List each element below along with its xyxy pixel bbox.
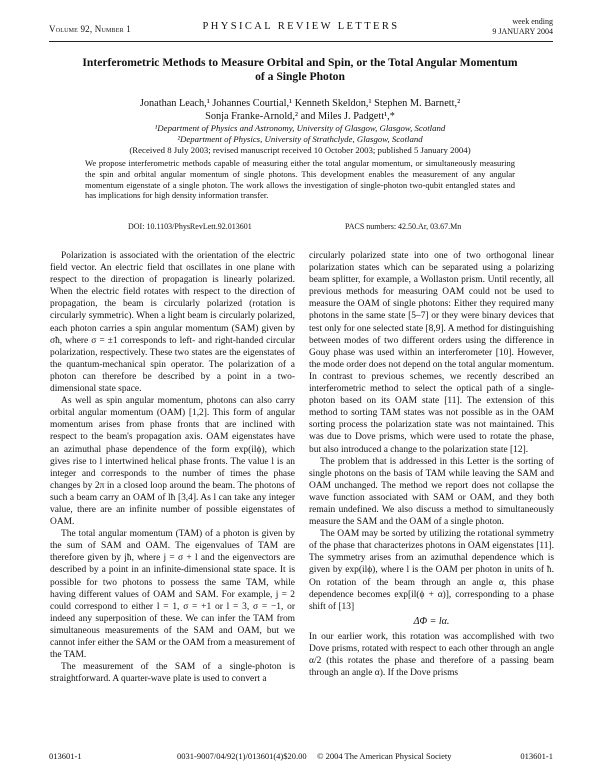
pacs-numbers: PACS numbers: 42.50.Ar, 03.67.Mn: [345, 222, 462, 231]
header-rule: [49, 41, 553, 42]
issn-code: 0031-9007/04/92(1)/013601(4)$20.00: [177, 751, 307, 761]
paragraph: The measurement of the SAM of a single-photon is straightforward. A quarter-wave plate is used to convert a: [50, 662, 295, 685]
journal-name: PHYSICAL REVIEW LETTERS: [202, 21, 400, 32]
week-ending-label: week ending: [512, 17, 553, 26]
volume-number: Volume 92, Number 1: [49, 24, 131, 34]
issue-date: [492, 17, 553, 36]
affiliation: ¹Department of Physics and Astronomy, University of Glasgow, Glasgow, Scotland: [154, 123, 446, 133]
paragraph: The problem that is addressed in this Letter is the sorting of single photons on the basis of TAM while leaving the SAM and OAM unchanged. The method we report does not collapse the wave function associated with SAM or OAM, and they both remain undefined. We also discuss a method to simultaneously measure the SAM and the OAM of a single photon.: [309, 456, 554, 528]
doi-link[interactable]: DOI: 10.1103/PhysRevLett.92.013601: [128, 222, 252, 231]
article-title: [60, 56, 540, 84]
copyright-notice: © 2004 The American Physical Society: [317, 751, 452, 761]
equation: ΔΦ = lα.: [413, 615, 450, 627]
body-column-left: [50, 250, 295, 685]
authors-line: Jonathan Leach,¹ Johannes Courtial,¹ Kenneth Skeldon,¹ Stephen M. Barnett,²: [139, 98, 461, 109]
paragraph: The OAM may be sorted by utilizing the rotational symmetry of the phase that characterizes photons in OAM eigenstates [11]. The symmetry arises from an azimuthal dependence which is given by exp(ilϕ), where l is the OAM per photon in units of ħ. On rotation of the beam through an angle α, this phase dependence becomes exp[il(ϕ + α)], corresponding to a phase shift of [13]: [309, 529, 554, 612]
paragraph: circularly polarized state into one of two orthogonal linear polarization states which can be separated using a polarizing beam splitter, for example, a Wollaston prism. Until recently, all previous methods for measuring OAM could not be used to measure the OAM of single photons: Either they required many photons in the same state [5–7] or they were binary devices that test only for one selected state [8,9]. A method for distinguishing between modes of two different orders using the difference in Gouy phase was used within an interferometer [10]. However, the mode order does not depend on the total angular momentum. In contrast to previous schemes, we recently described an interferometric method to select the optical path of a single-photon based on its OAM state [11]. The extension of this method to sorting TAM states was not possible as in the OAM sorting process the polarization state was not maintained. This was due to Dove prisms, which were used to rotate the phase, but also introduced a change to the polarization state [12].: [309, 251, 554, 455]
paragraph: As well as spin angular momentum, photons can also carry orbital angular momentum (OAM) [1,2]. This form of angular momentum arises from phase fronts that are inclined with respect to the beam's propagation axis. OAM eigenstates have an azimuthal phase dependence of the form exp(ilϕ), which gives rise to l intertwined helical phase fronts. The value l is an integer and corresponds to the number of times the phase changes by 2π in a closed loop around the beam. The photons of such a beam carry an OAM of lħ [3,4]. As l can take any integer value, there are an infinite number of possible eigenstates of OAM.: [50, 396, 295, 528]
title-line: of a Single Photon: [255, 70, 345, 83]
author-list: [70, 97, 530, 123]
running-header: [49, 15, 553, 39]
abstract: We propose interferometric methods capable of measuring either the total angular momentum, or simultaneously measuring the spin and orbital angular momentum of single photons. This development enables the measurement of any angular momentum eigenstate of a single photon. The work allows the investigation of single-photon two-qubit entangled states and has implications for high density information transfer.: [85, 158, 515, 201]
paragraph: Polarization is associated with the orientation of the electric field vector. An electric field that oscillates in one plane with respect to the direction of propagation is linearly polarized. When the electric field rotates with respect to the direction of propagation, the beam is circularly polarized (rotation is circularly symmetric). When a light beam is circularly polarized, each photon carries a spin angular momentum (SAM) given by σħ, where σ = ±1 corresponds to left- and right-handed circular polarization, respectively. These two states are the eigenstates of the quantum-mechanical spin operator. The polarization of a photon can therefore be described by a point in a two-dimensional state space.: [50, 251, 295, 395]
body-column-right: [309, 250, 554, 679]
title-line: Interferometric Methods to Measure Orbital and Spin, or the Total Angular Momentum: [82, 56, 518, 69]
page-footer: [49, 751, 553, 763]
paragraph: The total angular momentum (TAM) of a photon is given by the sum of SAM and OAM. The eigenvalues of TAM are therefore given by jħ, where j = σ + l and the eigenvectors are described by a point in an infinite-dimensional state space. It is possible for two photons to possess the same TAM, while having different values of OAM and SAM. For example, j = 2 could correspond to either l = 1, σ = +1 or l = 3, σ = −1, or indeed any superposition of these. We can infer the TAM from simultaneous measurements of the SAM and OAM, but we cannot infer either the SAM or the OAM from a measurement of the TAM.: [50, 529, 295, 661]
paragraph: In our earlier work, this rotation was accomplished with two Dove prisms, rotated with respect to each other through an angle α/2 (this rotates the phase and therefore of a passing beam through an angle α). If the Dove prisms: [309, 631, 554, 679]
received-dates: (Received 8 July 2003; revised manuscript received 10 October 2003; published 5 January 2004): [129, 145, 471, 155]
authors-line: Sonja Franke-Arnold,² and Miles J. Padgett¹,*: [205, 111, 395, 122]
page-number-right: 013601-1: [520, 751, 553, 761]
affiliations: [70, 123, 530, 145]
week-ending-date: 9 JANUARY 2004: [492, 26, 553, 36]
page-number-left: 013601-1: [49, 751, 82, 761]
affiliation: ²Department of Physics, University of Strathclyde, Glasgow, Scotland: [177, 134, 423, 144]
